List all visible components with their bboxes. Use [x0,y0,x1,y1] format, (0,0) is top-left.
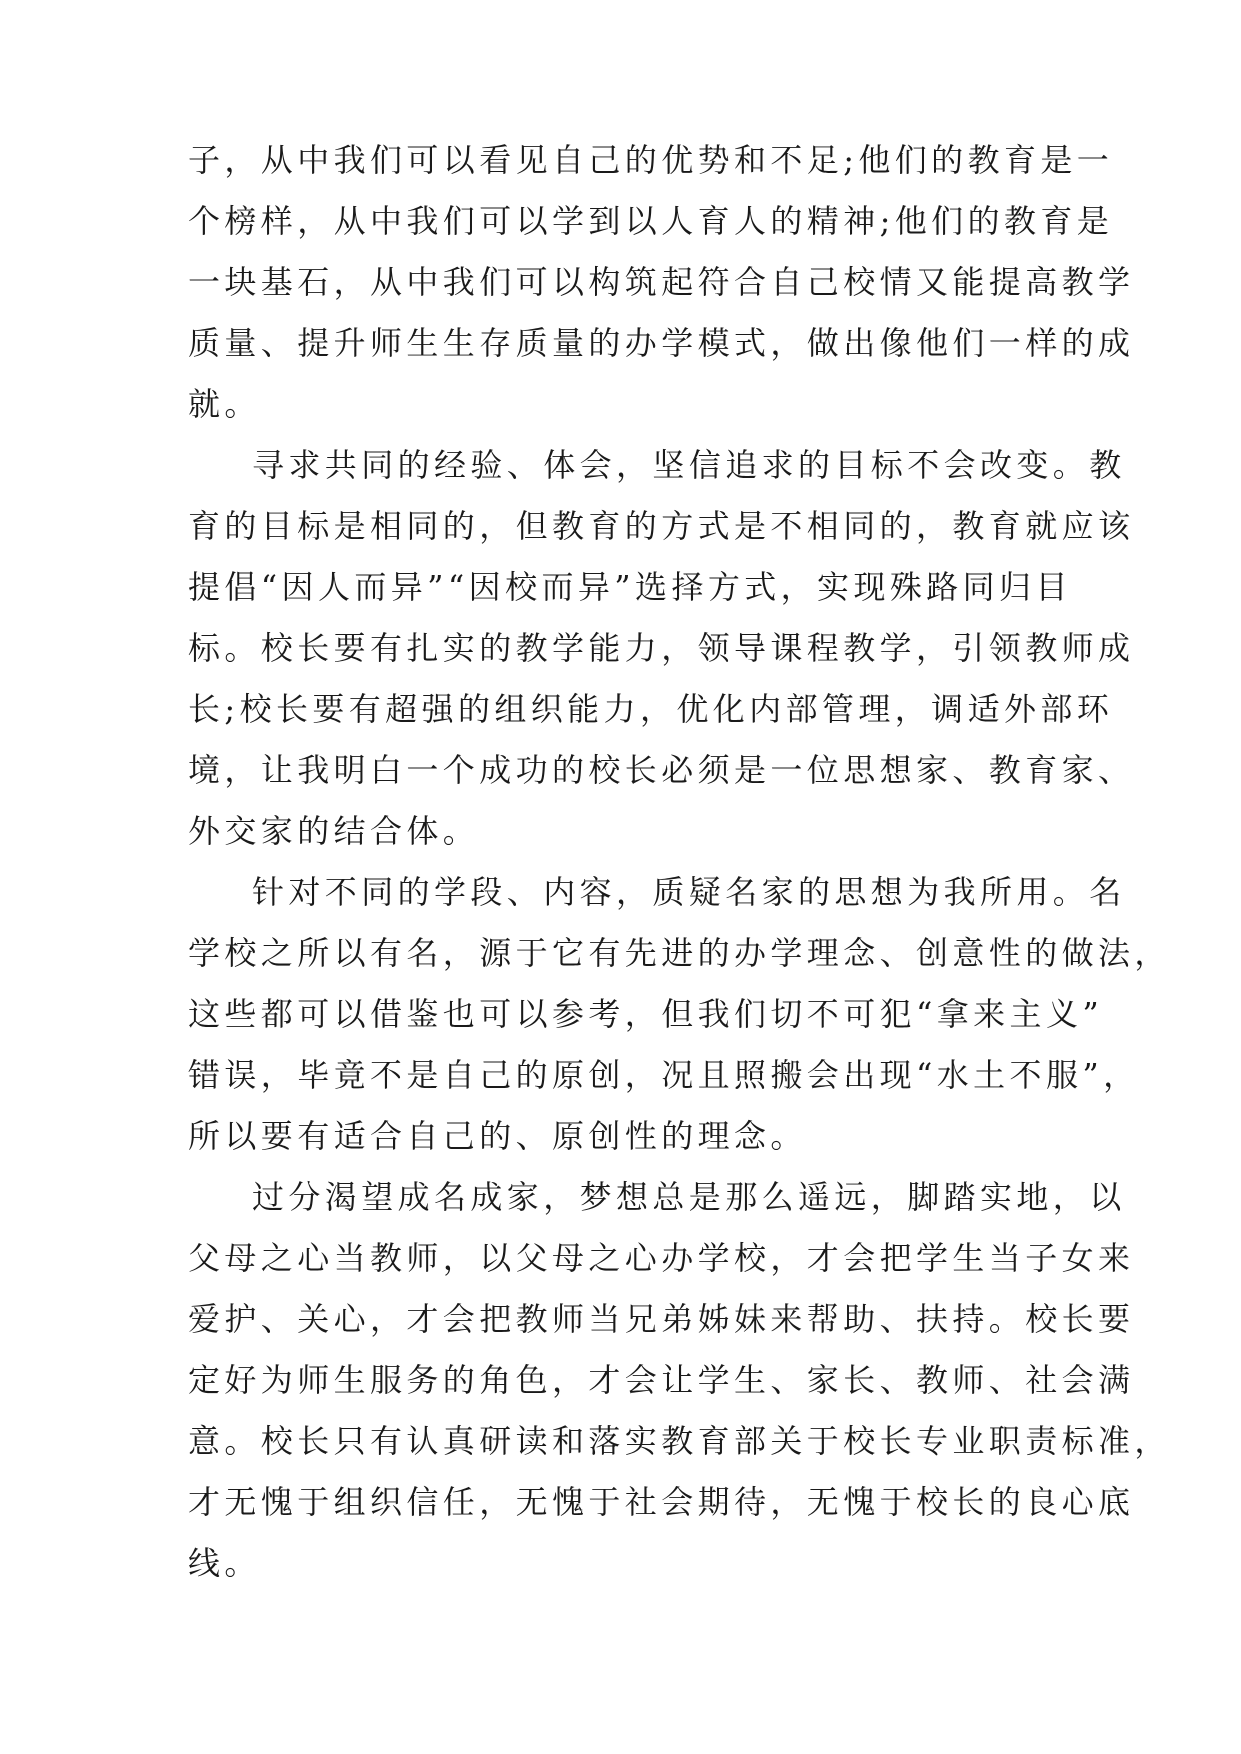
body-text [188,130,1171,1594]
text-line: 质量、提升师生生存质量的办学模式，做出像他们一样的成 [188,324,1135,362]
text-line: 育的目标是相同的，但教育的方式是不相同的，教育就应该 [188,507,1135,545]
text-line: 学校之所以有名，源于它有先进的办学理念、创意性的做法， [188,934,1171,972]
text-line: 线。 [188,1544,261,1582]
text-line: 长;校长要有超强的组织能力，优化内部管理，调适外部环 [188,690,1114,728]
text-line: 个榜样，从中我们可以学到以人育人的精神;他们的教育是 [188,202,1114,240]
paragraph-start-line: 过分渴望成名成家，梦想总是那么遥远，脚踏实地，以 [252,1178,1126,1216]
text-line: 这些都可以借鉴也可以参考，但我们切不可犯“拿来主义” [188,995,1104,1033]
text-line: 就。 [188,385,261,423]
text-line: 才无愧于组织信任，无愧于社会期待，无愧于校长的良心底 [188,1483,1135,1521]
text-line: 所以要有适合自己的、原创性的理念。 [188,1117,807,1155]
text-line: 定好为师生服务的角色，才会让学生、家长、教师、社会满 [188,1361,1135,1399]
text-line: 意。校长只有认真研读和落实教育部关于校长专业职责标准， [188,1422,1171,1460]
text-line: 境，让我明白一个成功的校长必须是一位思想家、教育家、 [188,751,1135,789]
text-line: 标。校长要有扎实的教学能力，领导课程教学，引领教师成 [188,629,1135,667]
text-line: 一块基石，从中我们可以构筑起符合自己校情又能提高教学 [188,263,1135,301]
paragraph-start-line: 针对不同的学段、内容，质疑名家的思想为我所用。名 [252,873,1126,911]
text-line: 父母之心当教师，以父母之心办学校，才会把学生当子女来 [188,1239,1135,1277]
text-line: 外交家的结合体。 [188,812,480,850]
text-line: 爱护、关心，才会把教师当兄弟姊妹来帮助、扶持。校长要 [188,1300,1135,1338]
text-line: 错误，毕竟不是自己的原创，况且照搬会出现“水土不服”， [188,1056,1140,1094]
text-line: 提倡“因人而异”“因校而异”选择方式，实现殊路同归目 [188,568,1072,606]
text-line: 子，从中我们可以看见自己的优势和不足;他们的教育是一 [188,141,1114,179]
paragraph-start-line: 寻求共同的经验、体会，坚信追求的目标不会改变。教 [252,446,1126,484]
